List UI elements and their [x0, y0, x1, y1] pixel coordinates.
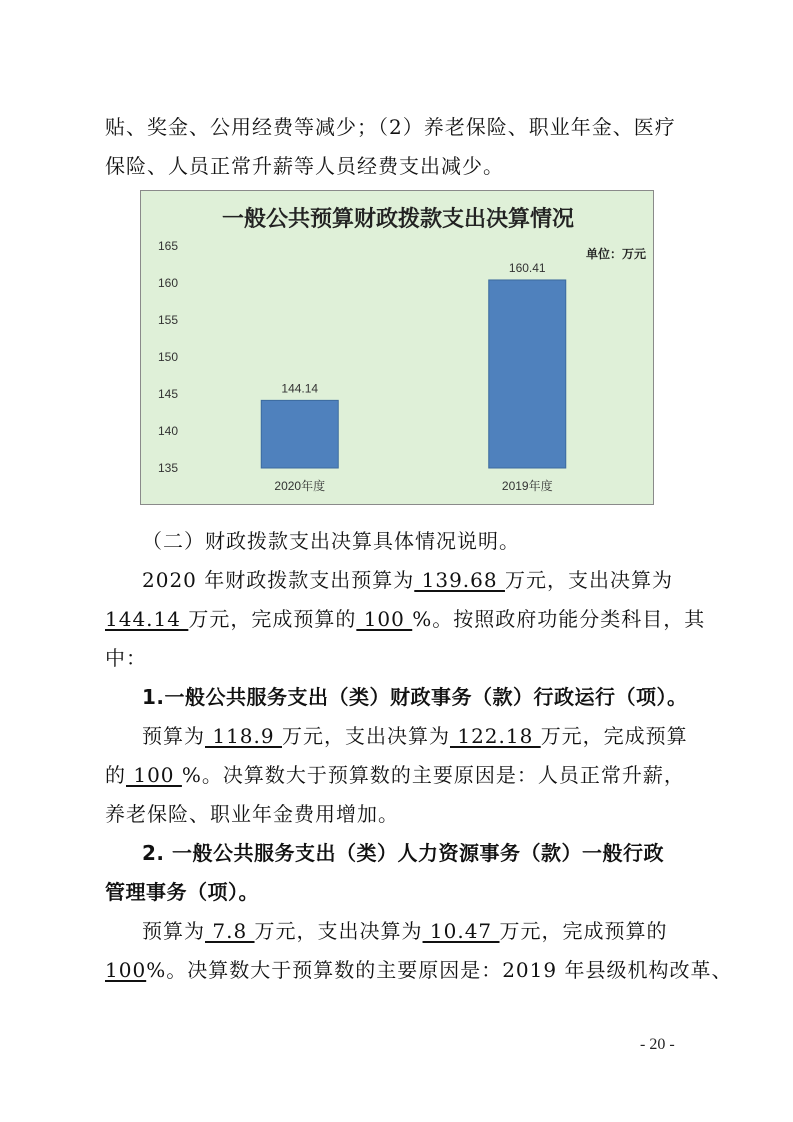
bar-chart — [140, 190, 654, 505]
item2-text-a: 预算为 — [142, 919, 205, 943]
item1-budget: 118.9 — [205, 724, 282, 748]
item2-text-d: %。决算数大于预算数的主要原因是：2019 年县级机构改革、 — [146, 958, 733, 982]
item2-text-b: 万元，支出决算为 — [254, 919, 423, 943]
item2-text-c: 万元，完成预算的 — [499, 919, 668, 943]
item1-rate: 100 — [126, 763, 182, 787]
para1-line-2 — [105, 605, 705, 633]
y-tick-label: 155 — [157, 313, 178, 327]
category-labels — [274, 478, 552, 493]
budget-value: 139.68 — [414, 568, 505, 592]
item2-line-2 — [105, 956, 732, 984]
item1-text-a: 预算为 — [142, 724, 205, 748]
actual-value: 144.14 — [105, 607, 189, 631]
bar-value-label: 144.14 — [281, 381, 319, 396]
chart-title: 一般公共预算财政拨款支出决算情况 — [221, 207, 575, 232]
para1-text-d: %。按照政府功能分类科目，其 — [412, 607, 706, 631]
para1-line-3: 中： — [105, 646, 147, 670]
y-tick-label: 145 — [157, 387, 178, 401]
item2-rate: 100 — [105, 958, 147, 982]
x-category-label: 2019年度 — [501, 479, 553, 493]
item2-title-line-2: 管理事务（项）。 — [105, 880, 259, 904]
chart-unit-label: 单位：万元 — [585, 247, 646, 261]
item1-line-1 — [142, 722, 688, 750]
item1-text-b: 万元，支出决算为 — [281, 724, 450, 748]
item1-line-2 — [105, 761, 685, 789]
y-tick-label: 135 — [157, 461, 178, 475]
completion-rate: 100 — [356, 607, 413, 631]
item1-text-c: 万元，完成预算 — [540, 724, 688, 748]
item1-text-e: %。决算数大于预算数的主要原因是：人员正常升薪， — [181, 763, 685, 787]
bar-value-label: 160.41 — [508, 260, 546, 275]
item1-actual: 122.18 — [449, 724, 541, 748]
bar — [489, 280, 566, 468]
para1-text-b: 万元，支出决算为 — [504, 568, 673, 592]
page-number: - 20 - — [640, 1036, 675, 1053]
item2-title-line-1: 2. 一般公共服务支出（类）人力资源事务（款）一般行政 — [142, 841, 664, 865]
body-line-1: 贴、奖金、公用经费等减少；（2）养老保险、职业年金、医疗 — [105, 115, 676, 139]
para1-text-a: 2020 年财政拨款支出预算为 — [142, 568, 415, 592]
y-tick-label: 150 — [157, 350, 178, 364]
para1-text-c: 万元，完成预算的 — [188, 607, 357, 631]
item1-text-d: 的 — [105, 763, 126, 787]
x-category-label: 2020年度 — [274, 479, 326, 493]
item2-line-1 — [142, 917, 668, 945]
para1-line-1 — [142, 566, 673, 594]
chart-canvas — [141, 191, 655, 506]
y-tick-label: 140 — [157, 424, 178, 438]
section-heading: （二）财政拨款支出决算具体情况说明。 — [142, 529, 520, 553]
item1-line-3: 养老保险、职业年金费用增加。 — [105, 802, 399, 826]
bars — [261, 280, 566, 468]
body-line-2: 保险、人员正常升薪等人员经费支出减少。 — [105, 154, 504, 178]
item2-actual: 10.47 — [422, 919, 500, 943]
y-axis-ticks — [158, 239, 178, 475]
item1-title: 1.一般公共服务支出（类）财政事务（款）行政运行（项）。 — [142, 685, 688, 709]
y-tick-label: 165 — [157, 239, 178, 253]
item2-budget: 7.8 — [205, 919, 255, 943]
bar — [261, 400, 338, 468]
y-tick-label: 160 — [157, 276, 178, 290]
